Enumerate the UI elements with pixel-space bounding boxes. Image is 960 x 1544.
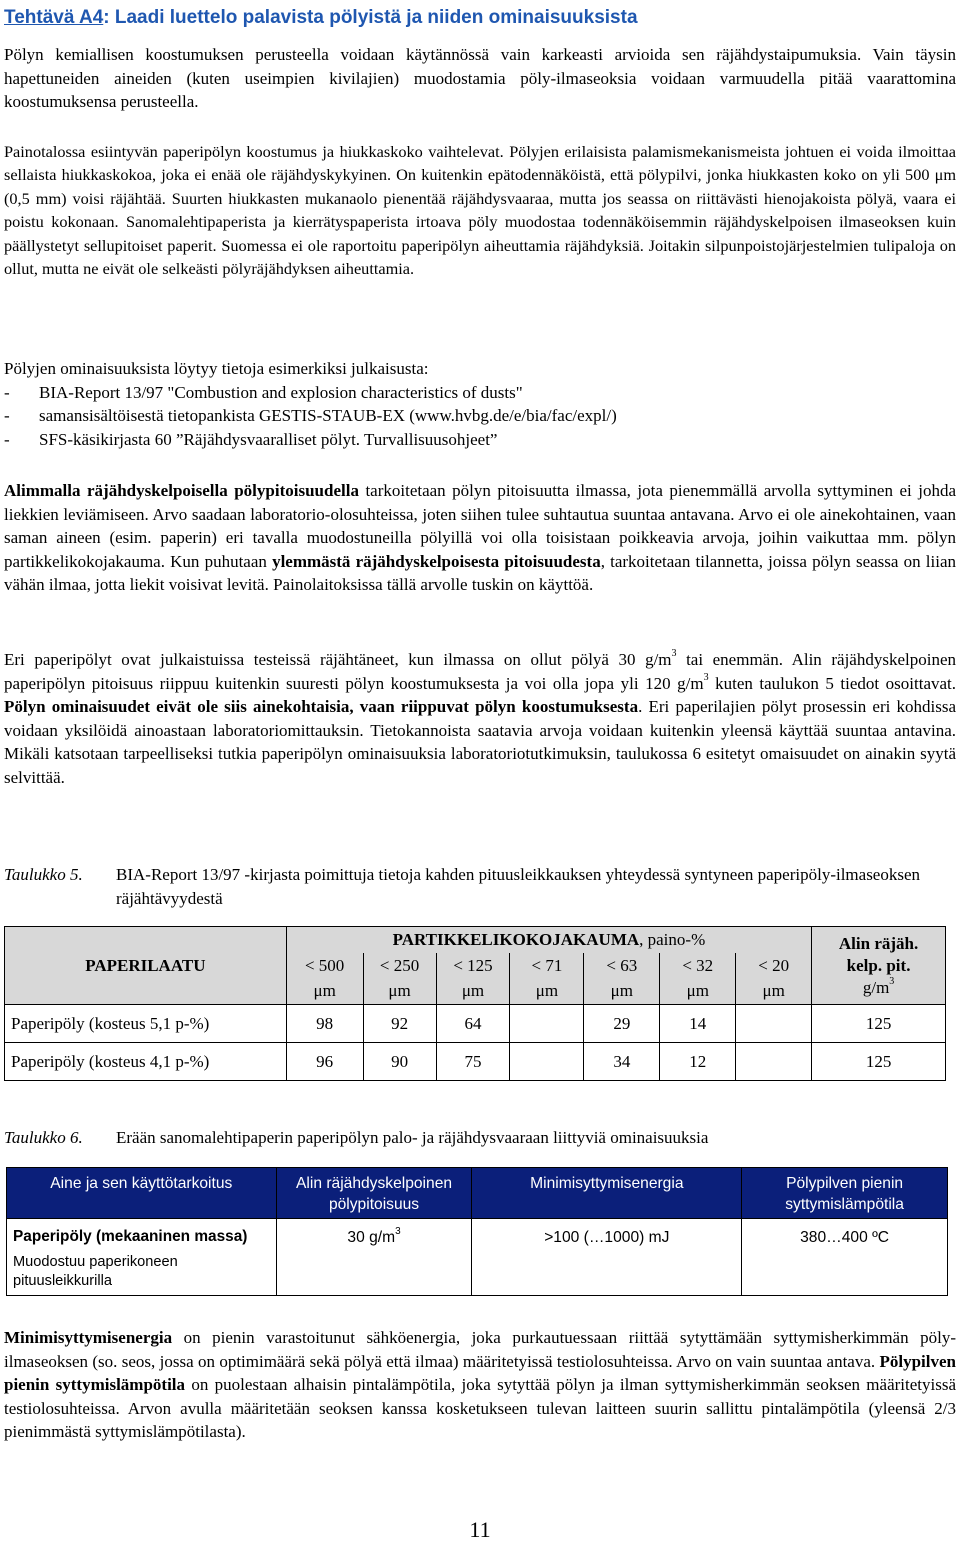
table5-caption-text: BIA-Report 13/97 -kirjasta poimittuja tietoja kahden pituusleikkauksen yhteydessä syntyneen paperipöly-ilmaseoksen räjähtävyydestä [116,865,921,908]
table5-size-header: < 125 [436,953,510,979]
lower-limit-paragraph: Alimmalla räjähdyskelpoisella pölypitoisuudella tarkoitetaan pölyn pitoisuutta ilmassa, jota pienemmällä arvolla syttyminen ei johda liekkien leviämiseen. Arvo saadaan laboratorio-olosuhteissa, joten siihen tulee suhtautua suuntaa antavana. Arvo ei ole ainekohtainen, vaan saman aineen (esim. paperin) eri tavalla muodostuneilla pölyillä voi olla toisistaan poikkeavia arvoja, joihin vaikuttaa mm. pölyn partikkelikokojakauma. Kun puhutaan ylemmästä räjähdyskelpoisesta pitoisuudesta, tarkoitetaan tilannetta, joissa pölyn seassa on liian vähän ilmaa, jotta liekit voisivat levitä. Painolaitoksissa tällä arvolle tuskin on käyttöä. [4,481,956,595]
lower-limit-term: Alimmalla räjähdyskelpoisella pölypitoisuudella [4,481,359,500]
table5-cell [510,1005,584,1043]
table-row [7,1219,948,1296]
table5-row-label: Paperipöly (kosteus 4,1 p-%) [5,1043,287,1081]
table6-energy-cell: >100 (…1000) mJ [472,1219,742,1296]
table5-size-header: < 71 [510,953,584,979]
table5-cell: 12 [660,1043,736,1081]
table5-header-limit: Alin räjäh. kelp. pit. $g/m^3$ [812,927,946,1005]
source-item-text: BIA-Report 13/97 "Combustion and explosion characteristics of dusts" [39,382,523,402]
composition-mechanisms: Pölyjen erilaisista palamismekanismeista johtuen ei voida ilmoittaa sellaista hiukkaskokoa, joka ei enää ole räjähdyskykyinen. [4,142,957,185]
table5-caption [4,863,956,910]
table5-cell: 29 [584,1005,660,1043]
table5-limit-cell: 125 [812,1005,946,1043]
table5-unit: μm [436,979,510,1005]
table-row [5,1005,946,1043]
table5-row-label: Paperipöly (kosteus 5,1 p-%) [5,1005,287,1043]
table5-cell [736,1005,812,1043]
table5 [4,926,946,1081]
table5-size-header: < 250 [363,953,436,979]
source-item: - SFS-käsikirjasta 60 ”Räjähdysvaaralliset pölyt. Turvallisuusohjeet” [4,428,956,452]
table6-caption [4,1126,956,1150]
table5-size-header: < 63 [584,953,660,979]
composition-particle-size: On kuitenkin epätodennäköistä, että pölypilvi, jonka hiukkasten koko on yli 500 μm (0,5 mm) voisi räjähtää. Suurten hiukkasten mukanaolo pienentää räjähdysvaaraa, mutta jos seassa on riittävästi hienojakoista pölyä, vaara ei poistu kokonaan. Sanomalehtipaperista ja kierrätyspaperista irtoava pöly muodostaa todennäköisemmin räjähdyskelpoisen ilmaseoksen kuin päällystetyt sellupitoiset paperit. Suomessa ei ole raportoitu paperipölyn aiheuttamia räjähdyksiä. Joitakin silpunpoistojärjestelmien tulipaloja on ollut, mutta ne eivät ole selkeästi pölyräjähdyksen aiheuttamia. [4,165,956,279]
composition-line1: Painotalossa esiintyvän paperipölyn koostumus ja hiukkaskoko vaihtelevat. [4,142,504,161]
table6-caption-label: Taulukko 6. [4,1128,83,1147]
table5-unit: μm [510,979,584,1005]
task-title: : Laadi luettelo palavista pölyistä ja niiden ominaisuuksista [103,7,638,28]
table6-caption-text: Erään sanomalehtipaperin paperipölyn palo- ja räjähdysvaaraan liittyviä ominaisuuksia [116,1128,709,1147]
table5-size-header: < 20 [736,953,812,979]
table5-size-header: < 500 [286,953,363,979]
min-ignition-temp-term: Pölypilven pienin syttymislämpötila [4,1351,956,1395]
table-row [5,1043,946,1081]
table6-header: Aine ja sen käyttötarkoitus [7,1168,277,1219]
table5-cell [736,1043,812,1081]
table5-header-paperilaatu: PAPERILAATU [5,927,287,1005]
table5-cell: 90 [363,1043,436,1081]
task-label: Tehtävä A4 [4,7,104,28]
table6-substance-name: Paperipöly (mekaaninen massa) [13,1228,248,1245]
table6-header: Alin räjähdyskelpoinen pölypitoisuus [276,1168,472,1219]
table6-concentration-cell: 30 $g/m^3$ [276,1219,472,1296]
table5-cell: 98 [286,1005,363,1043]
source-item: - samansisältöisestä tietopankista GESTIS-STAUB-EX (www.hvbg.de/e/bia/fac/expl/) [4,404,956,428]
table5-size-header: < 32 [660,953,736,979]
ignition-paragraph: Minimisyttymisenergia on pienin varastoitunut sähköenergia, joka purkautuessaan riittää sytyttämään syttymisherkimmän pöly-ilmaseoksen (so. seos, jossa on optimimäärä sekä pölyä että ilmaa) määritetyissä testiolosuhteissa. Arvo on vain suuntaa antava. Pölypilven pienin syttymislämpötila on puolestaan alhaisin pintalämpötila, joka sytyttää pölyn ja ilman syttymisherkimmän seoksen määritetyissä testiolosuhteissa. Arvon avulla määritetään seoksen kanssa kosketukseen tulevan laitteen suurin sallittu pintalämpötila (yleensä 2/3 pienimmästä syttymislämpötilasta). [4,1328,956,1442]
sources-section [4,357,956,451]
table5-unit: μm [286,979,363,1005]
table6-header: Pölypilven pienin syttymislämpötila [742,1168,948,1219]
table6-header: Minimisyttymisenergia [472,1168,742,1219]
intro-paragraph: Pölyn kemiallisen koostumuksen perusteella voidaan käytännössä vain karkeasti arvioida sen räjähdystaipumuksia. Vain täysin hapettuneiden aineiden (kuten useimpien kivilajien) muodostamia pöly-ilmaseoksia voidaan varmuudella pitää vaarattomina koostumuksensa perusteella. [4,45,956,112]
upper-limit-term: ylemmästä räjähdyskelpoisesta pitoisuudesta [272,551,601,571]
source-item-text: SFS-käsikirjasta 60 ”Räjähdysvaaralliset pölyt. Turvallisuusohjeet” [39,429,498,449]
table5-unit: μm [736,979,812,1005]
table5-unit: μm [363,979,436,1005]
table6 [6,1167,948,1296]
table5-cell: 75 [436,1043,510,1081]
table5-unit: μm [660,979,736,1005]
table5-cell: 96 [286,1043,363,1081]
table5-cell: 14 [660,1005,736,1043]
source-item-text: samansisältöisestä tietopankista GESTIS-STAUB-EX (www.hvbg.de/e/bia/fac/expl/) [39,406,617,426]
table5-cell: 92 [363,1005,436,1043]
paper-dust-paragraph: Eri paperipölyt ovat julkaistuissa testeissä räjähtäneet, kun ilmassa on ollut pölyä 30 $g/m^3$ tai enemmän. Alin räjähdyskelpoinen paperipölyn pitoisuus riippuu kuitenkin suuresti pölyn koostumuksesta ja voi olla jopa yli 120 $g/m^3$ kuten taulukon 5 tiedot osoittavat. Pölyn ominaisuudet eivät ole siis ainekohtaisia, vaan riippuvat pölyn koostumuksesta. Eri paperilajien pölyt prosessin eri kohdissa voidaan yksilöidä ainoastaan laboratoriomittauksin. Tietokannoista saatavia arvoja voidaan kuitenkin yleensä käyttää suuntaa antavina. Mikäli katsotaan tarpeelliseksi tutkia paperipölyn ominaisuuksia laboratoriotutkimuksin, taulukossa 6 esitetyt omaisuudet on ainakin syytä selvittää. [4,648,957,787]
composition-paragraph [4,140,956,280]
table6-substance-desc: Muodostuu paperikoneen pituusleikkurilla [13,1254,178,1289]
table5-cell: 34 [584,1043,660,1081]
sources-intro: Pölyjen ominaisuuksista löytyy tietoja esimerkiksi julkaisusta: [4,359,429,378]
table5-caption-label: Taulukko 5. [4,865,83,884]
table5-cell: 64 [436,1005,510,1043]
table5-cell [510,1043,584,1081]
page-title [4,6,956,30]
table6-substance-cell [7,1219,277,1296]
table5-limit-cell: 125 [812,1043,946,1081]
min-ignition-energy-term: Minimisyttymisenergia [4,1328,173,1347]
table5-unit: μm [584,979,660,1005]
page-number: 11 [469,1517,491,1542]
table6-temperature-cell: 380…400 ºC [742,1219,948,1296]
key-statement: Pölyn ominaisuudet eivät ole siis ainekohtaisia, vaan riippuvat pölyn koostumuksesta [4,697,639,717]
source-item: - BIA-Report 13/97 "Combustion and explosion characteristics of dusts" [4,381,956,405]
table5-header-group: PARTIKKELIKOKOJAKAUMA, paino-% [286,927,811,953]
